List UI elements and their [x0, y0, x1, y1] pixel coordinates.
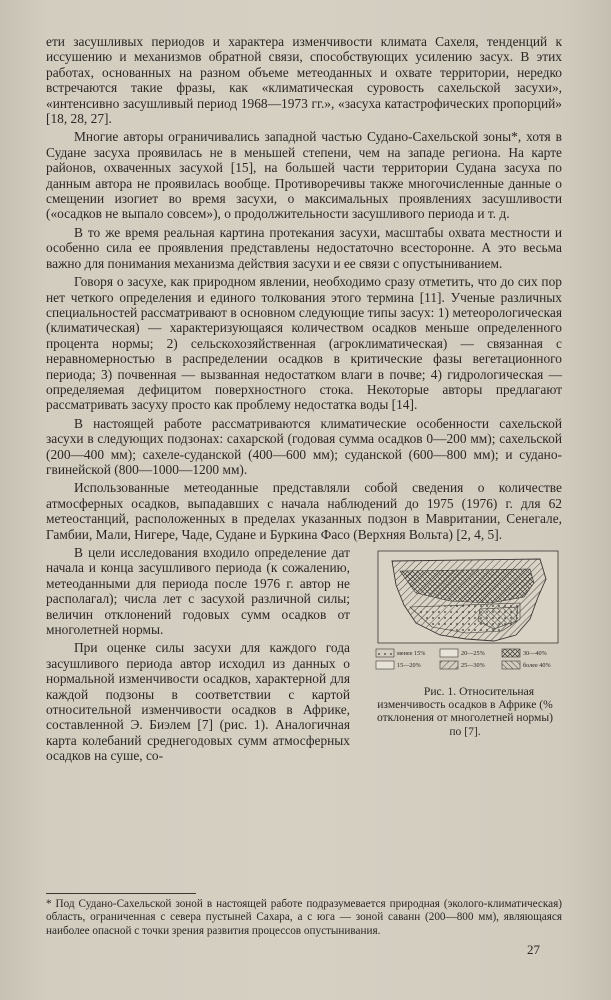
figure-caption: Рис. 1. Относительная изменчивость осадков в Африке (% отклонения от многолетней нормы) по [7]. — [376, 685, 554, 738]
map-legend — [376, 649, 551, 669]
africa-variability-map — [370, 549, 562, 679]
legend-1: менее 15% — [397, 650, 426, 657]
legend-2: 15—20% — [397, 662, 421, 669]
map-svg — [370, 549, 562, 679]
page-number: 27 — [527, 942, 540, 957]
paragraph-8: При оценке силы засухи для каждого года засушливого периода автор исходил из данных о нормальной изменчивости осадков, характерной для каждой подзоны в соответствии с картой относительной изменчивости осадков в Африке, составленной Э. Биэлем [7] (рис. 1). Аналогичная карта колебаний среднегодовых сумм атмосферных осадков на суше, со- — [46, 640, 350, 764]
figure-block — [364, 549, 562, 767]
paragraph-6: Использованные метеоданные представляли собой сведения о количестве атмосферных осадков, выпадавших с начала наблюдений до 1975 (1976) г. для 62 метеостанций, расположенных в пределах указанных подзон в Мавритании, Сенегале, Гамбии, Мали, Нигере, Чаде, Судане и Буркина Фасо (Верхняя Вольта) [2, 4, 5]. — [46, 480, 562, 542]
paragraph-3: В то же время реальная картина протекания засухи, масштабы охвата местности и особенно сила ее проявления представлены недостаточно всесторонне. А это весьма важно для понимания механизма действия засухи и ее связи с опустыниванием. — [46, 224, 562, 271]
footnote: * Под Судано-Сахельской зоной в настоящей работе подразумевается природная (эколого-климатическая) область, ограниченная с севера пустыней Сахара, а с юга — зоной саванн (200—800 мм), являющаяся наиболее опасной с точки зрения развития процессов опустынивания. — [46, 898, 562, 937]
paragraph-1: ети засушливых периодов и характера изменчивости климата Сахеля, тенденций к иссушению и механизмов обратной связи, способствующих усилению засух. В этих работах, основанных на разном объеме метеоданных и охвате территории, нередко встречаются такие фразы, как «климатическая суровость сахельской засухи», «интенсивно засушливый период 1968—1973 гг.», «засуха катастрофических пропорций» [18, 28, 27]. — [46, 34, 562, 127]
legend-4: 25—30% — [461, 662, 485, 669]
main-text — [46, 34, 562, 769]
paragraph-4: Говоря о засухе, как природном явлении, необходимо сразу отметить, что до сих пор нет четкого определения и единого толкования этого термина [11]. Ученые различных специальностей рассматривают в основном следующие типы засух: 1) метеорологическая (климатическая) — характеризующаяся количеством осадков меньше определенного процента нормы; 2) сельскохозяйственная (агроклиматическая) — связанная с неравномерностью в распределении осадков в критические фазы вегетационного периода; 3) почвенная — вызванная недостатком влаги в почве; 4) гидрологическая — определяемая дефицитом поверхностного стока. Некоторые авторы предлагают рассматривать засуху просто как проблему недостатка воды [14]. — [46, 274, 562, 413]
legend-5: 30—40% — [523, 650, 547, 657]
paragraph-5: В настоящей работе рассматриваются климатические особенности сахельской засухи в следующих подзонах: сахарской (годовая сумма осадков 0—200 мм); сахельской (200—400 мм); сахеле-суданской (400—600 мм); суданской (600—800 мм); и судано-гвинейской (800—1000—1200 мм). — [46, 415, 562, 477]
paragraph-7-text: В цели исследования входило определение дат начала и конца засушливого периода (к сожалению, метеоданными для периода после 1976 г. автор не располагал); числа лет с засухой различной силы; величин отклонений годовых сумм осадков от многолетней нормы. — [46, 545, 350, 638]
footnote-rule — [46, 893, 196, 894]
paragraph-2: Многие авторы ограничивались западной частью Судано-Сахельской зоны*, хотя в Судане засуха проявилась не в меньшей степени, чем на западе региона. На карте районов, охваченных засухой [15], на большей части территории Судана засуха по данным автора не проявилась вообще. Противоречивы также многочисленные данные о смещении изогиет во время засухи, о максимальных проявлениях засушливости («осадков не выпало совсем»), о продолжительности засушливого периода и т. д. — [46, 129, 562, 222]
legend-6: более 40% — [523, 662, 551, 669]
legend-3: 20—25% — [461, 650, 485, 657]
